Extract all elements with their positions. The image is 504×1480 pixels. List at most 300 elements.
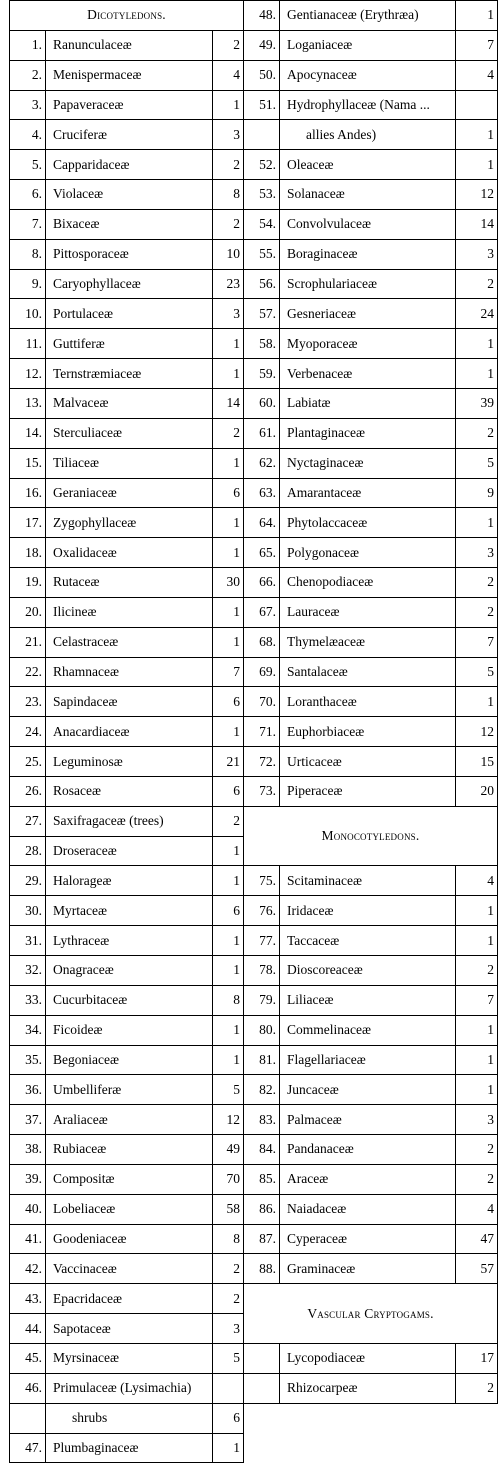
family-name: Portulaceæ bbox=[46, 299, 213, 329]
family-name: Rubiaceæ bbox=[46, 1135, 213, 1165]
family-number: 75. bbox=[244, 866, 280, 896]
species-count: 1 bbox=[213, 1015, 244, 1045]
species-count: 2 bbox=[456, 1373, 498, 1403]
family-name: Apocynaceæ bbox=[280, 60, 456, 90]
species-count: 12 bbox=[456, 717, 498, 747]
family-number: 51. bbox=[244, 90, 280, 120]
family-number: 85. bbox=[244, 1164, 280, 1194]
table-row bbox=[10, 90, 498, 120]
species-count: 6 bbox=[213, 478, 244, 508]
families-table bbox=[9, 0, 498, 1463]
species-count: 70 bbox=[213, 1164, 244, 1194]
family-number: 11. bbox=[10, 329, 46, 359]
family-number: 50. bbox=[244, 60, 280, 90]
table-row bbox=[10, 568, 498, 598]
species-count: 58 bbox=[213, 1194, 244, 1224]
family-number: 14. bbox=[10, 418, 46, 448]
family-name: Caryophyllaceæ bbox=[46, 269, 213, 299]
family-name: Polygonaceæ bbox=[280, 538, 456, 568]
species-count: 1 bbox=[456, 508, 498, 538]
table-row bbox=[10, 508, 498, 538]
species-count: 2 bbox=[213, 1284, 244, 1314]
family-number: 23. bbox=[10, 687, 46, 717]
species-count: 2 bbox=[213, 418, 244, 448]
family-name: Celastraceæ bbox=[46, 627, 213, 657]
table-row bbox=[10, 150, 498, 180]
family-number bbox=[244, 1373, 280, 1403]
table-row bbox=[10, 985, 498, 1015]
species-count: 6 bbox=[213, 776, 244, 806]
family-name: Loganiaceæ bbox=[280, 30, 456, 60]
family-name: Vaccinaceæ bbox=[46, 1254, 213, 1284]
family-name: Palmaceæ bbox=[280, 1105, 456, 1135]
family-number: 25. bbox=[10, 747, 46, 777]
family-name: Ilicineæ bbox=[46, 597, 213, 627]
species-count: 1 bbox=[213, 926, 244, 956]
family-name: Menispermaceæ bbox=[46, 60, 213, 90]
table-row bbox=[10, 60, 498, 90]
species-count: 3 bbox=[213, 120, 244, 150]
family-name: Ficoideæ bbox=[46, 1015, 213, 1045]
family-name: Flagellariaceæ bbox=[280, 1045, 456, 1075]
species-count: 7 bbox=[456, 30, 498, 60]
family-number: 46. bbox=[10, 1373, 46, 1403]
family-number: 3. bbox=[10, 90, 46, 120]
species-count: 6 bbox=[213, 687, 244, 717]
family-number: 67. bbox=[244, 597, 280, 627]
species-count: 1 bbox=[456, 687, 498, 717]
table-row bbox=[10, 329, 498, 359]
species-count: 1 bbox=[456, 150, 498, 180]
species-count: 12 bbox=[456, 180, 498, 210]
family-name: Labiatæ bbox=[280, 388, 456, 418]
family-name: Rhamnaceæ bbox=[46, 657, 213, 687]
family-number: 36. bbox=[10, 1075, 46, 1105]
family-name: Oxalidaceæ bbox=[46, 538, 213, 568]
table-row bbox=[10, 1015, 498, 1045]
family-name: Araceæ bbox=[280, 1164, 456, 1194]
family-name: Rosaceæ bbox=[46, 776, 213, 806]
species-count: 1 bbox=[456, 359, 498, 389]
species-count: 23 bbox=[213, 269, 244, 299]
table-row bbox=[10, 657, 498, 687]
table-row bbox=[10, 1194, 498, 1224]
family-number: 20. bbox=[10, 597, 46, 627]
family-number: 83. bbox=[244, 1105, 280, 1135]
species-count: 17 bbox=[456, 1343, 498, 1373]
species-count: 2 bbox=[456, 956, 498, 986]
family-number: 18. bbox=[10, 538, 46, 568]
species-count: 3 bbox=[213, 1314, 244, 1344]
family-name: Bixaceæ bbox=[46, 209, 213, 239]
family-number: 1. bbox=[10, 30, 46, 60]
family-name: Cucurbitaceæ bbox=[46, 985, 213, 1015]
family-number: 68. bbox=[244, 627, 280, 657]
family-name: Taccaceæ bbox=[280, 926, 456, 956]
species-count: 1 bbox=[213, 866, 244, 896]
family-number: 22. bbox=[10, 657, 46, 687]
table-row bbox=[10, 1284, 498, 1314]
table-row bbox=[10, 1135, 498, 1165]
species-count: 30 bbox=[213, 568, 244, 598]
family-number: 12. bbox=[10, 359, 46, 389]
species-count: 4 bbox=[456, 1194, 498, 1224]
species-count: 7 bbox=[213, 657, 244, 687]
table-row bbox=[10, 30, 498, 60]
species-count: 1 bbox=[213, 90, 244, 120]
family-number: 43. bbox=[10, 1284, 46, 1314]
family-name: Loranthaceæ bbox=[280, 687, 456, 717]
family-number: 63. bbox=[244, 478, 280, 508]
species-count: 3 bbox=[456, 538, 498, 568]
species-count: 1 bbox=[456, 896, 498, 926]
family-number: 77. bbox=[244, 926, 280, 956]
family-name: Lycopodiaceæ bbox=[280, 1343, 456, 1373]
family-number: 38. bbox=[10, 1135, 46, 1165]
family-name: Cruciferæ bbox=[46, 120, 213, 150]
species-count: 8 bbox=[213, 985, 244, 1015]
species-count: 5 bbox=[213, 1075, 244, 1105]
species-count: 1 bbox=[213, 836, 244, 866]
family-name: shrubs bbox=[46, 1403, 213, 1433]
table-row bbox=[10, 388, 498, 418]
family-name: Ranunculaceæ bbox=[46, 30, 213, 60]
family-name: Cyperaceæ bbox=[280, 1224, 456, 1254]
family-name: Rutaceæ bbox=[46, 568, 213, 598]
species-count: 2 bbox=[213, 1254, 244, 1284]
family-number: 47. bbox=[10, 1433, 46, 1463]
species-count: 49 bbox=[213, 1135, 244, 1165]
species-count: 5 bbox=[456, 448, 498, 478]
family-number: 81. bbox=[244, 1045, 280, 1075]
family-name: Malvaceæ bbox=[46, 388, 213, 418]
family-number: 40. bbox=[10, 1194, 46, 1224]
table-row bbox=[10, 1373, 498, 1403]
family-name: Sapotaceæ bbox=[46, 1314, 213, 1344]
family-number: 44. bbox=[10, 1314, 46, 1344]
family-number: 24. bbox=[10, 717, 46, 747]
family-number: 34. bbox=[10, 1015, 46, 1045]
family-number: 82. bbox=[244, 1075, 280, 1105]
table-row bbox=[10, 478, 498, 508]
family-name: Gentianaceæ (Erythræa) bbox=[280, 1, 456, 31]
family-number: 37. bbox=[10, 1105, 46, 1135]
family-number: 73. bbox=[244, 776, 280, 806]
species-count: 3 bbox=[456, 1105, 498, 1135]
family-name: Graminaceæ bbox=[280, 1254, 456, 1284]
family-number: 79. bbox=[244, 985, 280, 1015]
table-row bbox=[10, 926, 498, 956]
family-name: Convolvulaceæ bbox=[280, 209, 456, 239]
species-count: 1 bbox=[213, 597, 244, 627]
family-number: 4. bbox=[10, 120, 46, 150]
family-name: Scrophulariaceæ bbox=[280, 269, 456, 299]
family-name: Piperaceæ bbox=[280, 776, 456, 806]
species-count: 1 bbox=[213, 956, 244, 986]
family-name: Liliaceæ bbox=[280, 985, 456, 1015]
family-number: 87. bbox=[244, 1224, 280, 1254]
species-count: 21 bbox=[213, 747, 244, 777]
species-count: 1 bbox=[456, 926, 498, 956]
family-name: Rhizocarpeæ bbox=[280, 1373, 456, 1403]
species-count: 6 bbox=[213, 896, 244, 926]
table-row bbox=[10, 1164, 498, 1194]
species-count: 12 bbox=[213, 1105, 244, 1135]
species-count: 2 bbox=[456, 597, 498, 627]
family-name: Anacardiaceæ bbox=[46, 717, 213, 747]
family-name: Amarantaceæ bbox=[280, 478, 456, 508]
species-count: 8 bbox=[213, 180, 244, 210]
species-count: 7 bbox=[456, 985, 498, 1015]
table-row bbox=[10, 299, 498, 329]
table-row bbox=[10, 448, 498, 478]
family-number: 86. bbox=[244, 1194, 280, 1224]
family-name: Solanaceæ bbox=[280, 180, 456, 210]
species-count: 47 bbox=[456, 1224, 498, 1254]
table-row bbox=[10, 866, 498, 896]
family-number: 80. bbox=[244, 1015, 280, 1045]
family-name: Plantaginaceæ bbox=[280, 418, 456, 448]
family-name: Thymelæaceæ bbox=[280, 627, 456, 657]
species-count: 2 bbox=[456, 418, 498, 448]
family-number: 59. bbox=[244, 359, 280, 389]
species-count: 20 bbox=[456, 776, 498, 806]
family-name: Umbelliferæ bbox=[46, 1075, 213, 1105]
family-number: 45. bbox=[10, 1343, 46, 1373]
family-number: 35. bbox=[10, 1045, 46, 1075]
species-count: 4 bbox=[456, 60, 498, 90]
species-count: 2 bbox=[213, 30, 244, 60]
family-number bbox=[10, 1403, 46, 1433]
species-count: 24 bbox=[456, 299, 498, 329]
species-count: 1 bbox=[213, 627, 244, 657]
species-count: 4 bbox=[213, 60, 244, 90]
family-name: Boraginaceæ bbox=[280, 239, 456, 269]
table-row bbox=[10, 956, 498, 986]
family-name: Phytolaccaceæ bbox=[280, 508, 456, 538]
family-name: allies Andes) bbox=[280, 120, 456, 150]
family-number: 41. bbox=[10, 1224, 46, 1254]
family-name: Urticaceæ bbox=[280, 747, 456, 777]
family-name: Papaveraceæ bbox=[46, 90, 213, 120]
family-number: 53. bbox=[244, 180, 280, 210]
species-count: 4 bbox=[456, 866, 498, 896]
table-row bbox=[10, 1403, 498, 1433]
family-number: 28. bbox=[10, 836, 46, 866]
table-row bbox=[10, 747, 498, 777]
family-number: 2. bbox=[10, 60, 46, 90]
family-name: Myoporaceæ bbox=[280, 329, 456, 359]
family-name: Goodeniaceæ bbox=[46, 1224, 213, 1254]
family-name: Ternstræmiaceæ bbox=[46, 359, 213, 389]
species-count: 14 bbox=[456, 209, 498, 239]
family-number: 31. bbox=[10, 926, 46, 956]
species-count: 1 bbox=[456, 1045, 498, 1075]
family-name: Santalaceæ bbox=[280, 657, 456, 687]
family-name: Pittosporaceæ bbox=[46, 239, 213, 269]
species-count: 3 bbox=[456, 239, 498, 269]
species-count: 7 bbox=[456, 627, 498, 657]
family-number: 60. bbox=[244, 388, 280, 418]
table-row bbox=[10, 1254, 498, 1284]
species-count: 3 bbox=[213, 299, 244, 329]
species-count bbox=[213, 1373, 244, 1403]
family-name: Myrsinaceæ bbox=[46, 1343, 213, 1373]
family-number: 48. bbox=[244, 1, 280, 31]
family-number: 42. bbox=[10, 1254, 46, 1284]
species-count: 2 bbox=[456, 269, 498, 299]
table-row bbox=[10, 180, 498, 210]
family-number: 56. bbox=[244, 269, 280, 299]
family-name: Lythraceæ bbox=[46, 926, 213, 956]
species-count: 9 bbox=[456, 478, 498, 508]
species-count: 14 bbox=[213, 388, 244, 418]
species-count: 1 bbox=[213, 1045, 244, 1075]
table-row bbox=[10, 1343, 498, 1373]
family-number: 52. bbox=[244, 150, 280, 180]
table-row bbox=[10, 239, 498, 269]
species-count: 1 bbox=[213, 717, 244, 747]
family-name: Compositæ bbox=[46, 1164, 213, 1194]
family-name: Violaceæ bbox=[46, 180, 213, 210]
species-count: 5 bbox=[456, 657, 498, 687]
family-number: 84. bbox=[244, 1135, 280, 1165]
family-number: 32. bbox=[10, 956, 46, 986]
family-name: Verbenaceæ bbox=[280, 359, 456, 389]
species-count: 1 bbox=[213, 508, 244, 538]
table-row bbox=[10, 418, 498, 448]
family-name: Leguminosæ bbox=[46, 747, 213, 777]
family-name: Commelinaceæ bbox=[280, 1015, 456, 1045]
table-row bbox=[10, 1075, 498, 1105]
family-name: Zygophyllaceæ bbox=[46, 508, 213, 538]
family-number: 39. bbox=[10, 1164, 46, 1194]
family-number: 64. bbox=[244, 508, 280, 538]
family-name: Capparidaceæ bbox=[46, 150, 213, 180]
family-name: Hydrophyllaceæ (Nama ... bbox=[280, 90, 456, 120]
family-number: 16. bbox=[10, 478, 46, 508]
family-number: 6. bbox=[10, 180, 46, 210]
family-number: 57. bbox=[244, 299, 280, 329]
species-count: 1 bbox=[456, 1075, 498, 1105]
family-number: 69. bbox=[244, 657, 280, 687]
table-row bbox=[10, 120, 498, 150]
species-count: 1 bbox=[456, 329, 498, 359]
family-number: 54. bbox=[244, 209, 280, 239]
species-count bbox=[456, 90, 498, 120]
family-name: Chenopodiaceæ bbox=[280, 568, 456, 598]
family-number: 66. bbox=[244, 568, 280, 598]
family-number: 9. bbox=[10, 269, 46, 299]
family-number: 10. bbox=[10, 299, 46, 329]
species-count: 1 bbox=[213, 538, 244, 568]
family-name: Plumbaginaceæ bbox=[46, 1433, 213, 1463]
family-name: Lauraceæ bbox=[280, 597, 456, 627]
family-name: Halorageæ bbox=[46, 866, 213, 896]
family-number bbox=[244, 120, 280, 150]
family-name: Oleaceæ bbox=[280, 150, 456, 180]
family-number: 55. bbox=[244, 239, 280, 269]
page bbox=[9, 0, 497, 1463]
family-number: 26. bbox=[10, 776, 46, 806]
family-number: 8. bbox=[10, 239, 46, 269]
species-count: 2 bbox=[213, 150, 244, 180]
family-number bbox=[244, 1343, 280, 1373]
species-count: 1 bbox=[456, 1, 498, 31]
families-table-body bbox=[10, 1, 498, 1463]
species-count: 2 bbox=[456, 568, 498, 598]
table-row bbox=[10, 896, 498, 926]
species-count: 5 bbox=[213, 1343, 244, 1373]
species-count: 10 bbox=[213, 239, 244, 269]
species-count: 2 bbox=[213, 806, 244, 836]
table-row bbox=[10, 538, 498, 568]
table-row bbox=[10, 209, 498, 239]
species-count: 2 bbox=[213, 209, 244, 239]
family-name: Saxifragaceæ (trees) bbox=[46, 806, 213, 836]
section-heading-dicotyledons: Dicotyledons. bbox=[10, 1, 244, 31]
family-number: 76. bbox=[244, 896, 280, 926]
family-number: 29. bbox=[10, 866, 46, 896]
family-number: 71. bbox=[244, 717, 280, 747]
family-name: Droseraceæ bbox=[46, 836, 213, 866]
family-name: Begoniaceæ bbox=[46, 1045, 213, 1075]
family-name: Geraniaceæ bbox=[46, 478, 213, 508]
species-count: 2 bbox=[456, 1135, 498, 1165]
table-row bbox=[10, 687, 498, 717]
family-name: Juncaceæ bbox=[280, 1075, 456, 1105]
family-name: Nyctaginaceæ bbox=[280, 448, 456, 478]
family-number: 65. bbox=[244, 538, 280, 568]
family-number: 61. bbox=[244, 418, 280, 448]
species-count: 1 bbox=[213, 359, 244, 389]
family-name: Tiliaceæ bbox=[46, 448, 213, 478]
species-count: 1 bbox=[456, 120, 498, 150]
family-number: 58. bbox=[244, 329, 280, 359]
table-row bbox=[10, 1433, 498, 1463]
family-number: 5. bbox=[10, 150, 46, 180]
family-name: Araliaceæ bbox=[46, 1105, 213, 1135]
table-row bbox=[10, 1045, 498, 1075]
species-count: 15 bbox=[456, 747, 498, 777]
species-count: 1 bbox=[456, 1015, 498, 1045]
table-row bbox=[10, 269, 498, 299]
species-count: 1 bbox=[213, 329, 244, 359]
table-row bbox=[10, 359, 498, 389]
family-name: Sterculiaceæ bbox=[46, 418, 213, 448]
family-number: 62. bbox=[244, 448, 280, 478]
family-number: 33. bbox=[10, 985, 46, 1015]
family-name: Scitaminaceæ bbox=[280, 866, 456, 896]
family-number: 17. bbox=[10, 508, 46, 538]
family-number: 88. bbox=[244, 1254, 280, 1284]
family-name: Guttiferæ bbox=[46, 329, 213, 359]
family-number: 49. bbox=[244, 30, 280, 60]
family-name: Iridaceæ bbox=[280, 896, 456, 926]
family-name: Epacridaceæ bbox=[46, 1284, 213, 1314]
family-name: Naiadaceæ bbox=[280, 1194, 456, 1224]
family-name: Primulaceæ (Lysimachia) bbox=[46, 1373, 213, 1403]
species-count: 6 bbox=[213, 1403, 244, 1433]
family-name: Euphorbiaceæ bbox=[280, 717, 456, 747]
family-number: 27. bbox=[10, 806, 46, 836]
family-number: 15. bbox=[10, 448, 46, 478]
family-number: 72. bbox=[244, 747, 280, 777]
species-count: 1 bbox=[213, 1433, 244, 1463]
table-row bbox=[10, 627, 498, 657]
species-count: 2 bbox=[456, 1164, 498, 1194]
family-number: 7. bbox=[10, 209, 46, 239]
